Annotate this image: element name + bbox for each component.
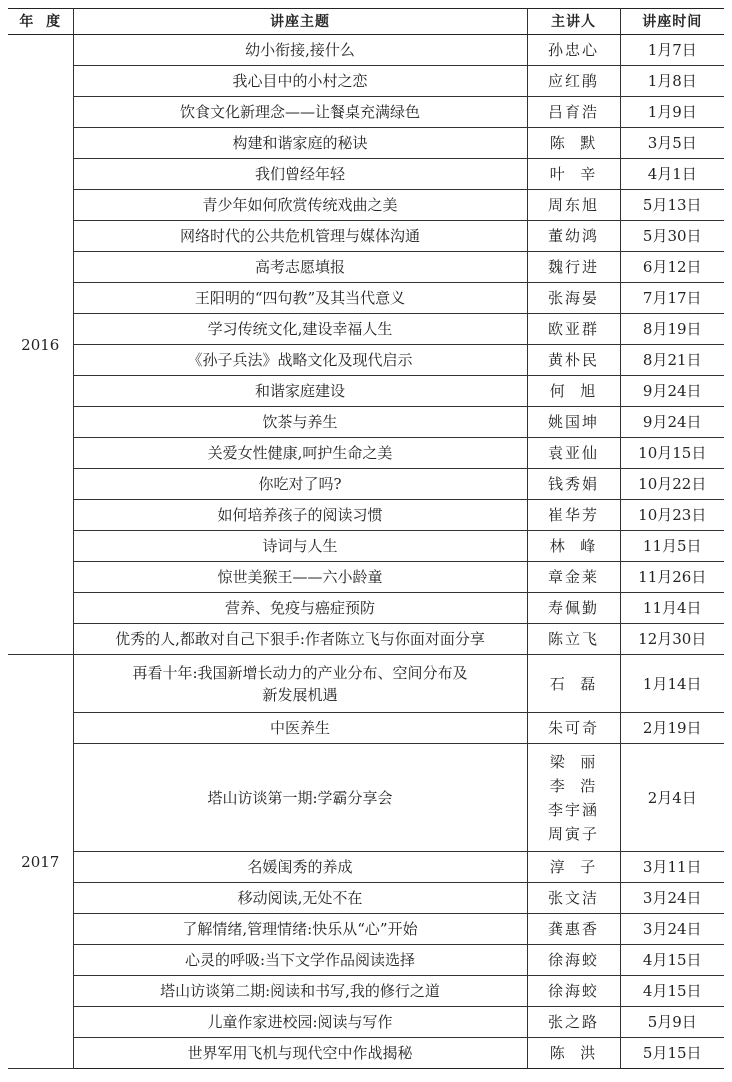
speaker-cell: 黄朴民 <box>527 345 620 376</box>
date-cell: 3月24日 <box>620 914 724 945</box>
date-cell: 11月4日 <box>620 593 724 624</box>
speaker-name: 周寅子 <box>547 824 599 843</box>
topic-cell: 优秀的人,都敢对自己下狠手:作者陈立飞与你面对面分享 <box>73 624 527 655</box>
date-cell: 2月4日 <box>620 744 724 852</box>
speaker-cell: 徐海蛟 <box>527 945 620 976</box>
speaker-cell: 周东旭 <box>527 190 620 221</box>
date-cell: 3月11日 <box>620 852 724 883</box>
topic-cell: 青少年如何欣赏传统戏曲之美 <box>73 190 527 221</box>
date-cell: 12月30日 <box>620 624 724 655</box>
speaker-cell: 欧亚群 <box>527 314 620 345</box>
table-body <box>8 35 724 1069</box>
table-row <box>8 976 724 1007</box>
header-speaker: 主讲人 <box>527 9 620 35</box>
topic-cell: 中医养生 <box>73 713 527 744</box>
header-date: 讲座时间 <box>620 9 724 35</box>
speaker-cell: 何 旭 <box>527 376 620 407</box>
speaker-name: 李 浩 <box>549 776 598 795</box>
date-cell: 5月15日 <box>620 1038 724 1069</box>
topic-cell: 名媛闺秀的养成 <box>73 852 527 883</box>
speaker-cell <box>527 744 620 852</box>
date-cell: 1月7日 <box>620 35 724 66</box>
topic-cell: 王阳明的“四句教”及其当代意义 <box>73 283 527 314</box>
topic-cell: 构建和谐家庭的秘诀 <box>73 128 527 159</box>
topic-cell: 塔山访谈第二期:阅读和书写,我的修行之道 <box>73 976 527 1007</box>
table-row <box>8 221 724 252</box>
date-cell: 10月15日 <box>620 438 724 469</box>
topic-cell: 《孙子兵法》战略文化及现代启示 <box>73 345 527 376</box>
date-cell: 3月5日 <box>620 128 724 159</box>
speaker-cell: 龚惠香 <box>527 914 620 945</box>
speaker-cell: 张文洁 <box>527 883 620 914</box>
table-row <box>8 945 724 976</box>
table-header <box>8 9 724 35</box>
speaker-cell: 陈立飞 <box>527 624 620 655</box>
table-row <box>8 624 724 655</box>
speaker-cell: 张海晏 <box>527 283 620 314</box>
topic-cell: 你吃对了吗? <box>73 469 527 500</box>
date-cell: 5月30日 <box>620 221 724 252</box>
table-row <box>8 883 724 914</box>
topic-cell: 和谐家庭建设 <box>73 376 527 407</box>
topic-cell: 关爱女性健康,呵护生命之美 <box>73 438 527 469</box>
topic-cell: 心灵的呼吸:当下文学作品阅读选择 <box>73 945 527 976</box>
table-row <box>8 345 724 376</box>
date-cell: 3月24日 <box>620 883 724 914</box>
topic-cell: 如何培养孩子的阅读习惯 <box>73 500 527 531</box>
table-row <box>8 593 724 624</box>
table-row <box>8 128 724 159</box>
speaker-cell: 陈 默 <box>527 128 620 159</box>
date-cell: 4月1日 <box>620 159 724 190</box>
date-cell: 9月24日 <box>620 376 724 407</box>
speaker-cell: 朱可奇 <box>527 713 620 744</box>
date-cell: 8月21日 <box>620 345 724 376</box>
year-cell: 2017 <box>8 655 73 1069</box>
speaker-cell: 姚国坤 <box>527 407 620 438</box>
topic-cell: 我心目中的小村之恋 <box>73 66 527 97</box>
speaker-cell: 魏行进 <box>527 252 620 283</box>
table-row <box>8 283 724 314</box>
year-cell: 2016 <box>8 35 73 655</box>
speaker-cell: 董幼鸿 <box>527 221 620 252</box>
topic-cell: 世界军用飞机与现代空中作战揭秘 <box>73 1038 527 1069</box>
topic-cell: 塔山访谈第一期:学霸分享会 <box>73 744 527 852</box>
date-cell: 1月14日 <box>620 655 724 713</box>
topic-line: 再看十年:我国新增长动力的产业分布、空间分布及 <box>132 663 468 682</box>
topic-cell: 诗词与人生 <box>73 531 527 562</box>
header-year: 年 度 <box>8 9 73 35</box>
date-cell: 4月15日 <box>620 976 724 1007</box>
table-row <box>8 314 724 345</box>
table-row <box>8 407 724 438</box>
speaker-cell: 应红鹃 <box>527 66 620 97</box>
date-cell: 5月9日 <box>620 1007 724 1038</box>
date-cell: 9月24日 <box>620 407 724 438</box>
date-cell: 1月8日 <box>620 66 724 97</box>
table-row <box>8 852 724 883</box>
date-cell: 7月17日 <box>620 283 724 314</box>
topic-cell: 了解情绪,管理情绪:快乐从“心”开始 <box>73 914 527 945</box>
date-cell: 8月19日 <box>620 314 724 345</box>
date-cell: 11月26日 <box>620 562 724 593</box>
table-row <box>8 376 724 407</box>
table-row <box>8 252 724 283</box>
topic-cell: 我们曾经年轻 <box>73 159 527 190</box>
topic-cell: 儿童作家进校园:阅读与写作 <box>73 1007 527 1038</box>
speaker-cell: 孙忠心 <box>527 35 620 66</box>
topic-cell <box>73 655 527 713</box>
speaker-cell: 袁亚仙 <box>527 438 620 469</box>
header-topic: 讲座主题 <box>73 9 527 35</box>
date-cell: 2月19日 <box>620 713 724 744</box>
table-row <box>8 469 724 500</box>
table-row <box>8 438 724 469</box>
date-cell: 10月22日 <box>620 469 724 500</box>
table-row <box>8 97 724 128</box>
table-row <box>8 66 724 97</box>
speaker-cell: 石 磊 <box>527 655 620 713</box>
table-row <box>8 562 724 593</box>
date-cell: 6月12日 <box>620 252 724 283</box>
table-row <box>8 190 724 221</box>
table-row <box>8 1007 724 1038</box>
speaker-cell: 张之路 <box>527 1007 620 1038</box>
date-cell: 1月9日 <box>620 97 724 128</box>
table-row <box>8 35 724 66</box>
table-row <box>8 531 724 562</box>
table-row <box>8 713 724 744</box>
table-row <box>8 1038 724 1069</box>
topic-cell: 高考志愿填报 <box>73 252 527 283</box>
speaker-cell: 徐海蛟 <box>527 976 620 1007</box>
topic-cell: 幼小衔接,接什么 <box>73 35 527 66</box>
topic-cell: 惊世美猴王——六小龄童 <box>73 562 527 593</box>
speaker-cell: 钱秀娟 <box>527 469 620 500</box>
table-row <box>8 500 724 531</box>
topic-cell: 网络时代的公共危机管理与媒体沟通 <box>73 221 527 252</box>
table-row <box>8 744 724 852</box>
date-cell: 4月15日 <box>620 945 724 976</box>
speaker-cell: 淳 子 <box>527 852 620 883</box>
date-cell: 5月13日 <box>620 190 724 221</box>
table-row <box>8 159 724 190</box>
topic-cell: 饮茶与养生 <box>73 407 527 438</box>
speaker-cell: 吕育浩 <box>527 97 620 128</box>
date-cell: 10月23日 <box>620 500 724 531</box>
speaker-cell: 寿佩勤 <box>527 593 620 624</box>
topic-line: 新发展机遇 <box>262 685 338 704</box>
speaker-name: 梁 丽 <box>549 752 598 771</box>
speaker-name: 李宇涵 <box>547 800 599 819</box>
speaker-cell: 崔华芳 <box>527 500 620 531</box>
speaker-cell: 叶 辛 <box>527 159 620 190</box>
lecture-schedule-table <box>8 8 724 1069</box>
speaker-cell: 章金莱 <box>527 562 620 593</box>
topic-cell: 移动阅读,无处不在 <box>73 883 527 914</box>
table-row <box>8 655 724 713</box>
topic-cell: 营养、免疫与癌症预防 <box>73 593 527 624</box>
speaker-cell: 陈 洪 <box>527 1038 620 1069</box>
topic-cell: 学习传统文化,建设幸福人生 <box>73 314 527 345</box>
topic-cell: 饮食文化新理念——让餐桌充满绿色 <box>73 97 527 128</box>
date-cell: 11月5日 <box>620 531 724 562</box>
speaker-cell: 林 峰 <box>527 531 620 562</box>
table-row <box>8 914 724 945</box>
header-row <box>8 9 724 35</box>
